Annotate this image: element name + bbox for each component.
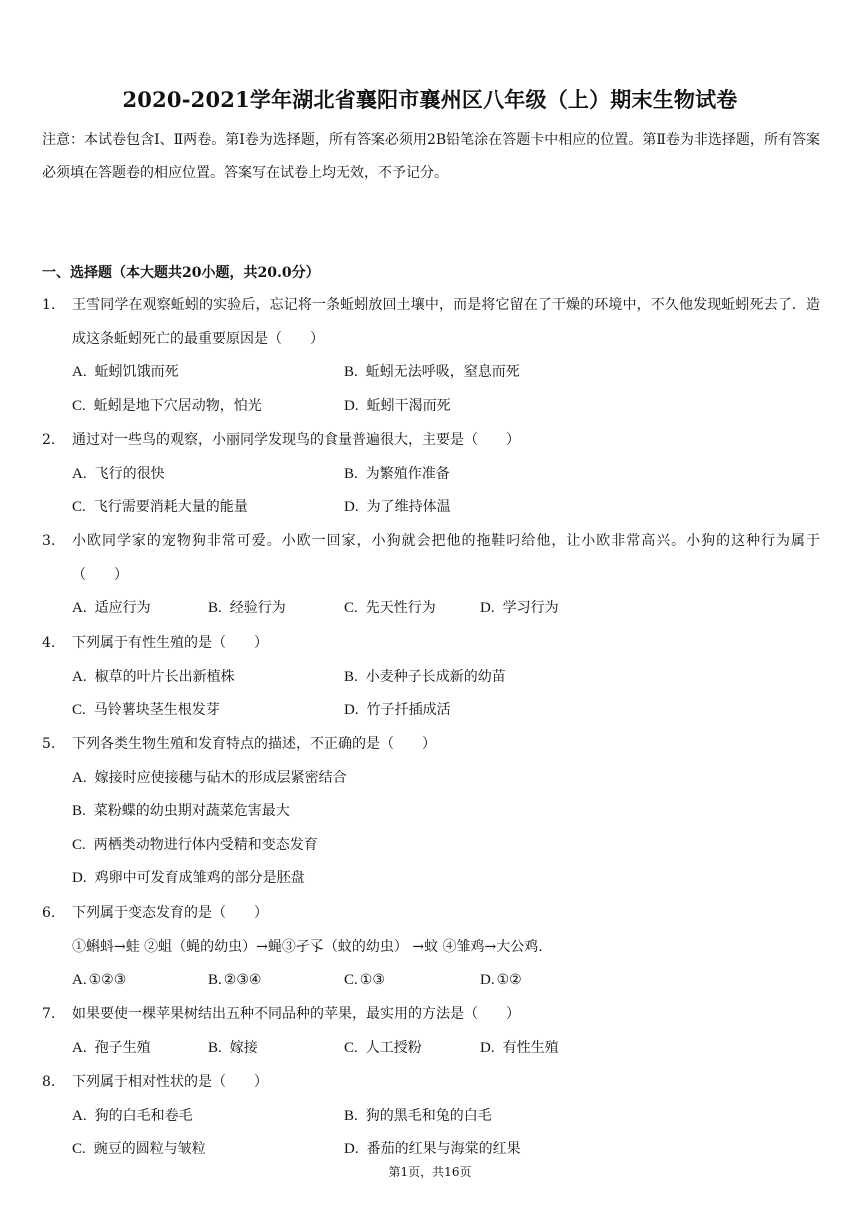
option-text: ①③ <box>359 972 385 988</box>
option-letter: C. <box>72 397 86 414</box>
question-stem: 通过对一些鸟的观察，小丽同学发现鸟的食量普遍很大，主要是（ ） <box>72 432 520 448</box>
question <box>42 424 820 525</box>
option-letter: D. <box>480 1039 495 1056</box>
question <box>42 289 820 423</box>
question-number: 4. <box>42 635 56 651</box>
option-letter: A. <box>72 600 87 616</box>
option-text: 人工授粉 <box>365 1039 422 1056</box>
option-letter: C. <box>72 499 86 515</box>
option-letter: D. <box>344 397 359 414</box>
option-letter: B. <box>72 803 86 819</box>
question-extra: ①蝌蚪→蛙 ②蛆（蝇的幼虫）→蝇③孑孓（蚊的幼虫） →蚊 ④雏鸡→大公鸡. <box>72 938 543 955</box>
option-text: 嫁接 <box>229 1039 258 1056</box>
question-stem: 下列属于有性生殖的是（ ） <box>72 635 268 651</box>
option-letter: C. <box>344 600 358 616</box>
option-letter: C. <box>344 972 358 988</box>
page-footer: 第1页，共16页 <box>388 1165 472 1179</box>
option-letter: A. <box>72 1039 87 1056</box>
question-number: 5. <box>42 736 56 752</box>
option-letter: D. <box>480 600 495 616</box>
option-letter: D. <box>480 972 495 988</box>
question <box>42 998 820 1065</box>
option-text: 狗的黑毛和兔的白毛 <box>365 1107 492 1124</box>
option-text: 蚯蚓无法呼吸，窒息而死 <box>365 364 520 380</box>
option-text: 为繁殖作准备 <box>365 465 450 482</box>
option-text: 蚯蚓是地下穴居动物，怕光 <box>93 397 262 414</box>
option-text: 有性生殖 <box>502 1039 559 1056</box>
option-letter: B. <box>344 465 358 482</box>
option-letter: B. <box>208 1039 222 1056</box>
option-letter: D. <box>72 870 87 886</box>
option-text: 学习行为 <box>502 600 559 616</box>
section-heading: 一、选择题（本大题共20小题，共20.0分） <box>42 265 320 281</box>
option-text: 蚯蚓干渴而死 <box>366 397 451 414</box>
option-text: 豌豆的圆粒与皱粒 <box>93 1141 206 1157</box>
question <box>42 728 820 896</box>
option-letter: D. <box>344 702 359 718</box>
option-text: 小麦种子长成新的幼苗 <box>365 668 506 685</box>
option-letter: A. <box>72 668 87 685</box>
option-text: 先天性行为 <box>365 600 436 616</box>
option-text: 狗的白毛和卷毛 <box>94 1107 193 1124</box>
question-number: 1. <box>42 297 56 313</box>
option-text: 蚯蚓饥饿而死 <box>94 364 179 380</box>
option-text: 嫁接时应使接穗与砧木的形成层紧密结合 <box>94 769 347 786</box>
option-text: 鸡卵中可发育成雏鸡的部分是胚盘 <box>94 870 305 886</box>
option-letter: B. <box>344 364 358 380</box>
option-letter: C. <box>72 702 86 718</box>
option-text: 马铃薯块茎生根发芽 <box>93 702 220 718</box>
option-text: 飞行需要消耗大量的能量 <box>93 499 248 515</box>
option-letter: C. <box>344 1039 358 1056</box>
option-letter: C. <box>72 836 86 853</box>
option-text: ①② <box>496 972 522 988</box>
option-letter: A. <box>72 364 87 380</box>
option-letter: B. <box>344 668 358 685</box>
option-text: 经验行为 <box>229 600 286 616</box>
option-letter: B. <box>208 972 222 988</box>
question-number: 8. <box>42 1074 56 1090</box>
question-stem: 如果要使一棵苹果树结出五种不同品种的苹果，最实用的方法是（ ） <box>72 1006 520 1022</box>
option-letter: D. <box>344 1141 359 1157</box>
option-text: 飞行的很快 <box>94 465 165 482</box>
option-letter: B. <box>344 1107 358 1124</box>
question <box>42 897 820 998</box>
option-text: 椒草的叶片长出新植株 <box>94 668 235 685</box>
question-stem: 下列属于变态发育的是（ ） <box>72 905 268 921</box>
question-stem: 王雪同学在观察蚯蚓的实验后，忘记将一条蚯蚓放回土壤中，而是将它留在了干燥的环境中，不久他发现蚯蚓死去了．造成这条蚯蚓死亡的最重要原因是（ ） <box>72 297 820 347</box>
question <box>42 1066 820 1163</box>
question-stem: 小欧同学家的宠物狗非常可爱。小欧一回家，小狗就会把他的拖鞋叼给他，让小欧非常高兴。小狗的这种行为属于（ ） <box>72 533 820 583</box>
option-text: 菜粉蝶的幼虫期对蔬菜危害最大 <box>93 803 290 819</box>
option-letter: A. <box>72 769 87 786</box>
option-letter: D. <box>344 499 359 515</box>
question-number: 2. <box>42 432 56 448</box>
exam-notice: 注意：本试卷包含Ⅰ、Ⅱ两卷。第Ⅰ卷为选择题，所有答案必须用2B铅笔涂在答题卡中相应的位置。第Ⅱ卷为非选择题，所有答案必须填在答题卷的相应位置。答案写在试卷上均无效，不予记分。 <box>42 132 820 181</box>
option-letter: A. <box>72 465 87 482</box>
question-number: 7. <box>42 1006 56 1022</box>
option-text: 两栖类动物进行体内受精和变态发育 <box>93 836 318 853</box>
option-text: ①②③ <box>88 972 127 988</box>
page-title: 2020-2021学年湖北省襄阳市襄州区八年级（上）期末生物试卷 <box>122 87 738 112</box>
question-number: 6. <box>42 905 56 921</box>
option-letter: C. <box>72 1141 86 1157</box>
question <box>42 627 820 728</box>
option-text: 竹子扦插成活 <box>366 702 451 718</box>
option-text: ②③④ <box>223 972 262 988</box>
option-text: 孢子生殖 <box>94 1039 151 1056</box>
option-text: 番茄的红果与海棠的红果 <box>366 1141 521 1157</box>
option-letter: A. <box>72 972 87 988</box>
question <box>42 525 820 626</box>
question-number: 3. <box>42 533 56 549</box>
option-letter: B. <box>208 600 222 616</box>
question-stem: 下列属于相对性状的是（ ） <box>72 1074 268 1090</box>
option-letter: A. <box>72 1107 87 1124</box>
option-text: 适应行为 <box>94 600 151 616</box>
option-text: 为了维持体温 <box>366 499 451 515</box>
question-stem: 下列各类生物生殖和发育特点的描述，不正确的是（ ） <box>72 736 436 752</box>
